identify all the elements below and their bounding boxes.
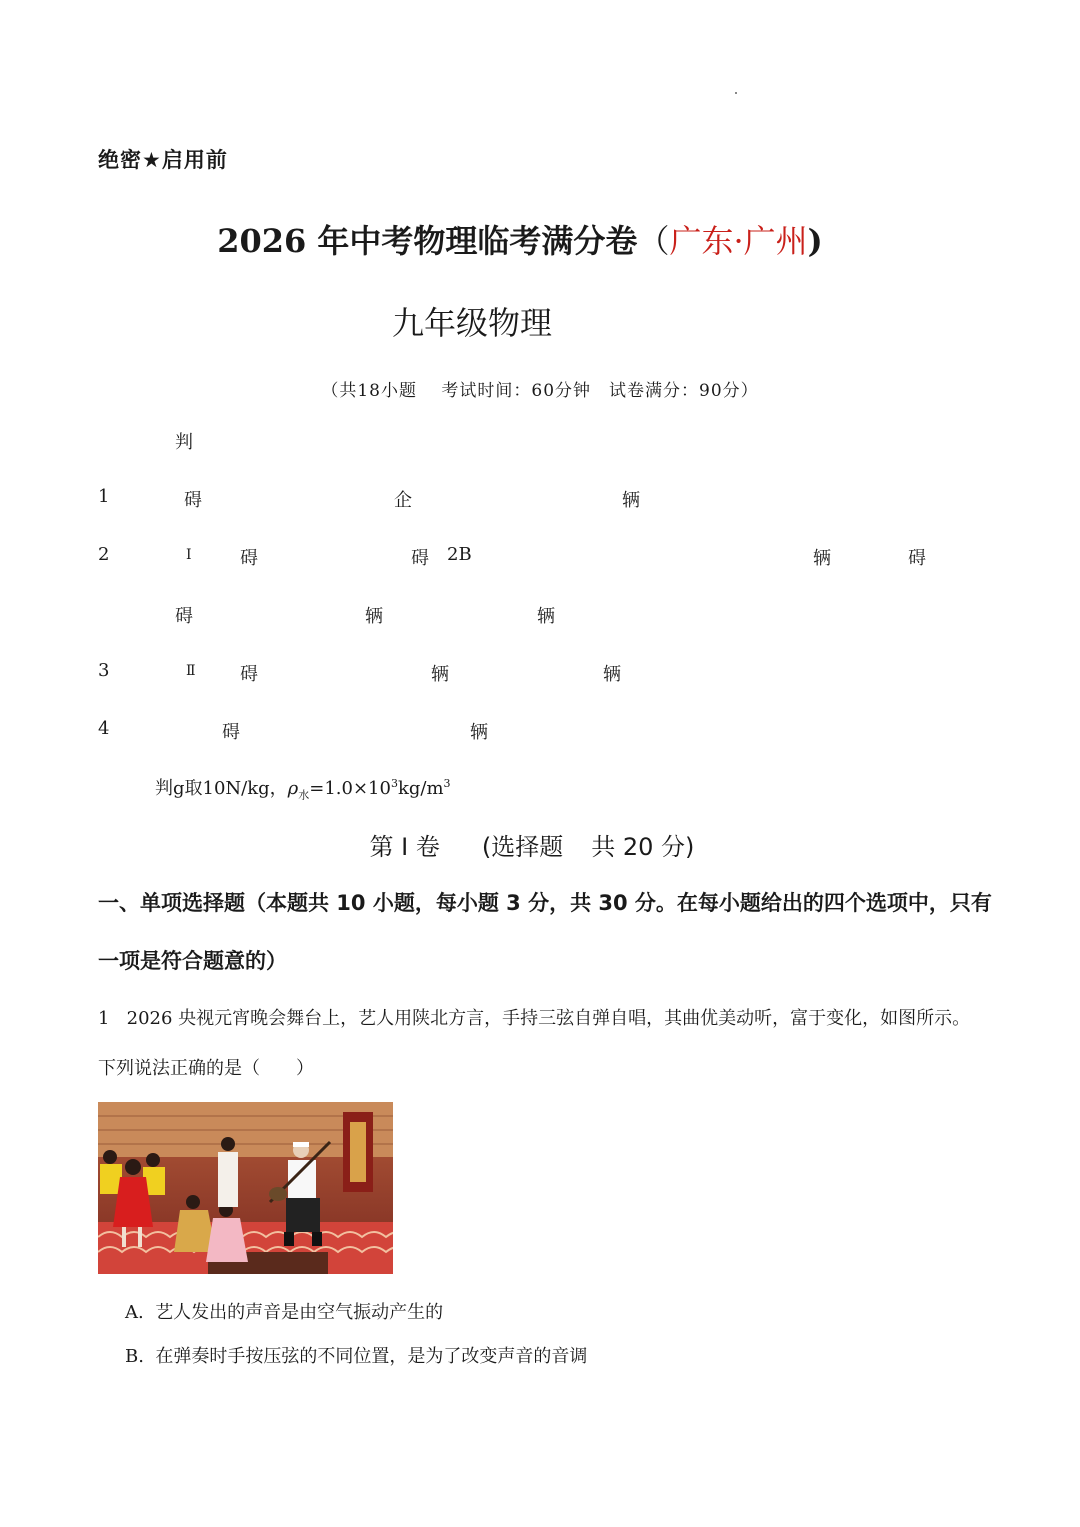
constants-prefix: 判g取10N/kg，	[155, 778, 288, 799]
part-heading-line2: 一项是符合题意的）	[98, 949, 287, 973]
constants-unit-exp: 3	[443, 777, 451, 790]
note-4-a: 碍	[222, 722, 240, 743]
note-2b-b: 辆	[365, 606, 383, 627]
note-2-a: Ⅰ	[186, 547, 192, 563]
note-3-b: 碍	[240, 664, 258, 685]
rho-symbol: ρ	[287, 778, 299, 799]
section-part-label: 第 Ⅰ 卷	[369, 833, 440, 861]
note-1-c: 辆	[622, 490, 640, 511]
note-2b-a: 碍	[175, 606, 193, 627]
confidential-label: 绝密★启用前	[98, 148, 228, 172]
note-4-number: 4	[98, 718, 110, 739]
note-2-number: 2	[98, 544, 110, 565]
title-open-paren: （	[637, 222, 670, 260]
constants-eq: =1.0×10	[309, 778, 391, 799]
speck	[735, 92, 737, 94]
section-heading	[0, 827, 1064, 862]
stage-performance-photo	[98, 1102, 393, 1274]
question-1-line1	[98, 1004, 970, 1030]
constants-unit: kg/m	[397, 778, 444, 799]
note-4-b: 辆	[470, 722, 488, 743]
option-a-text: 艺人发出的声音是由空气振动产生的	[155, 1302, 444, 1323]
note-2-b: 碍	[240, 548, 258, 569]
note-constants	[155, 774, 451, 803]
note-3-a: Ⅱ	[186, 663, 196, 679]
stage-photo-illustration	[98, 1102, 393, 1274]
option-b	[125, 1342, 587, 1368]
note-2-d: 2B	[447, 544, 472, 565]
title-close-paren: )	[807, 222, 823, 260]
note-2-f: 碍	[908, 548, 926, 569]
question-1-stem: 2026 央视元宵晚会舞台上，艺人用陕北方言，手持三弦自弹自唱，其曲优美动听，富于变化，如图所示。	[126, 1008, 971, 1029]
note-2-e: 辆	[813, 548, 831, 569]
question-1-number: 1	[98, 1008, 110, 1029]
option-a-label: A.	[125, 1302, 144, 1323]
note-2b-c: 辆	[537, 606, 555, 627]
section-kind: (选择题	[481, 833, 564, 861]
option-b-text: 在弹奏时手按压弦的不同位置，是为了改变声音的音调	[155, 1346, 588, 1367]
note-heading: 判	[175, 432, 193, 453]
note-3-number: 3	[98, 660, 110, 681]
option-b-label: B.	[125, 1346, 144, 1367]
note-3-d: 辆	[603, 664, 621, 685]
constants-exp: 3	[390, 777, 398, 790]
note-1-b: 企	[394, 490, 412, 511]
exam-subtitle: 九年级物理	[392, 304, 553, 342]
option-a	[125, 1298, 443, 1324]
note-1-number: 1	[98, 486, 110, 507]
title-main: 2026 年中考物理临考满分卷	[217, 222, 638, 260]
note-1-a: 碍	[184, 490, 202, 511]
question-1-line2: 下列说法正确的是（ ）	[98, 1058, 314, 1079]
title-region: 广东·广州	[669, 222, 808, 260]
exam-info: （共18小题 考试时间：60分钟 试卷满分：90分）	[321, 381, 759, 401]
rho-subscript: 水	[298, 788, 310, 802]
note-2-c: 碍	[411, 548, 429, 569]
note-3-c: 辆	[431, 664, 449, 685]
section-score: 共 20 分)	[591, 833, 695, 861]
part-heading-line1: 一、单项选择题（本题共 10 小题，每小题 3 分，共 30 分。在每小题给出的四个选项中，只有	[98, 891, 992, 915]
exam-title	[0, 216, 1040, 262]
